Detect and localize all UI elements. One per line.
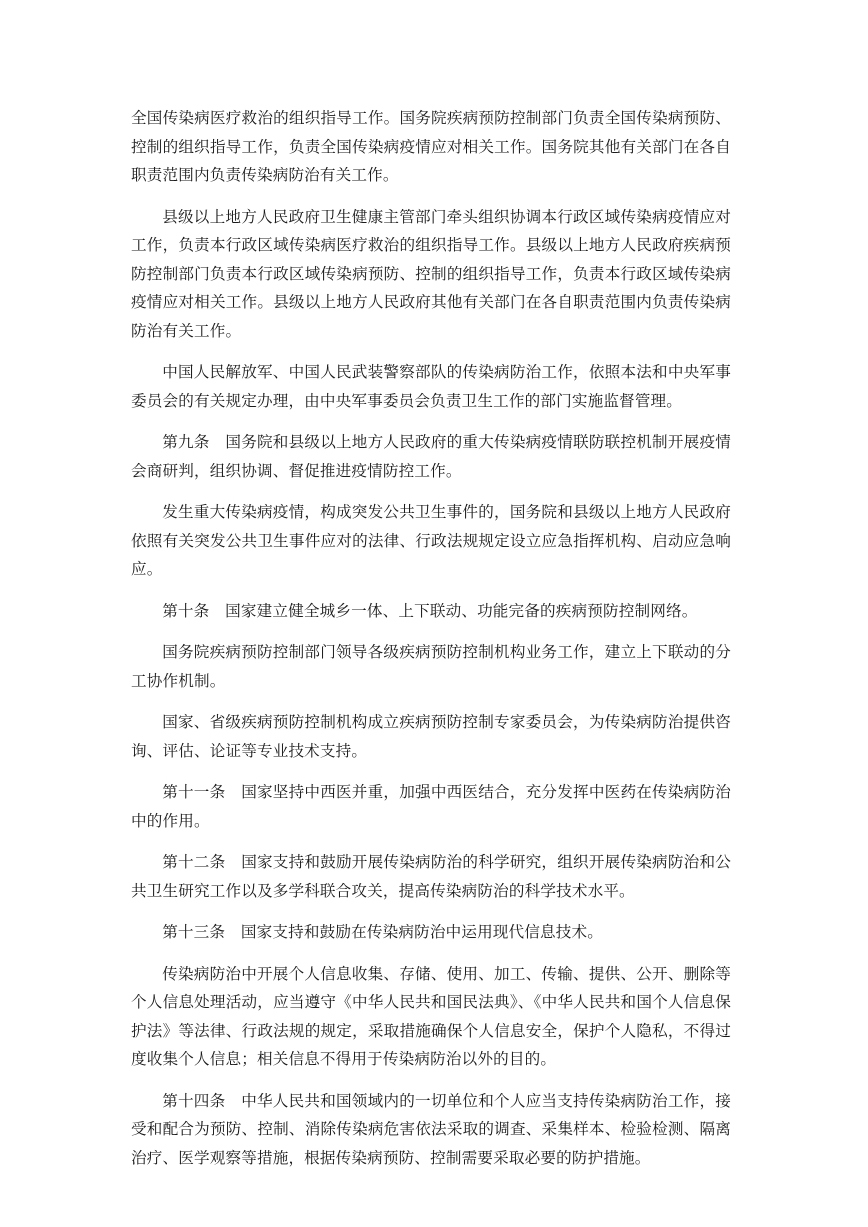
paragraph: 传染病防治中开展个人信息收集、存储、使用、加工、传输、提供、公开、删除等个人信息处理活动，应当遵守《中华人民共和国民法典》、《中华人民共和国个人信息保护法》等法律、行政法规的规定，采取措施确保个人信息安全，保护个人隐私，不得过度收集个人信息；相关信息不得用于传染病防治以外的目的。: [131, 964, 731, 1068]
document-page: [131, 104, 731, 1185]
article-14: 第十四条 中华人民共和国领域内的一切单位和个人应当支持传染病防治工作，接受和配合为预防、控制、消除传染病危害依法采取的调查、采集样本、检验检测、隔离治疗、医学观察等措施，根据传染病预防、控制需要采取必要的防护措施。: [131, 1091, 731, 1167]
paragraph: 国家、省级疾病预防控制机构成立疾病预防控制专家委员会，为传染病防治提供咨询、评估、论证等专业技术支持。: [131, 713, 731, 760]
article-13: 第十三条 国家支持和鼓励在传染病防治中运用现代信息技术。: [162, 923, 604, 941]
article-10: 第十条 国家建立健全城乡一体、上下联动、功能完备的疾病预防控制网络。: [162, 601, 698, 620]
article-11: 第十一条 国家坚持中西医并重，加强中西医结合，充分发挥中医药在传染病防治中的作用。: [131, 783, 731, 830]
paragraph: 县级以上地方人民政府卫生健康主管部门牵头组织协调本行政区域传染病疫情应对工作，负责本行政区域传染病医疗救治的组织指导工作。县级以上地方人民政府疾病预防控制部门负责本行政区域传染病预防、控制的组织指导工作，负责本行政区域传染病疫情应对相关工作。县级以上地方人民政府其他有关部门在各自职责范围内负责传染病防治有关工作。: [131, 207, 731, 340]
paragraph: 发生重大传染病疫情，构成突发公共卫生事件的，国务院和县级以上地方人民政府依照有关突发公共卫生事件应对的法律、行政法规规定设立应急指挥机构、启动应急响应。: [131, 503, 731, 578]
paragraph: 中国人民解放军、中国人民武装警察部队的传染病防治工作，依照本法和中央军事委员会的有关规定办理，由中央军事委员会负责卫生工作的部门实施监督管理。: [131, 363, 731, 410]
paragraph-continuation: 全国传染病医疗救治的组织指导工作。国务院疾病预防控制部门负责全国传染病预防、控制的组织指导工作，负责全国传染病疫情应对相关工作。国务院其他有关部门在各自职责范围内负责传染病防治有关工作。: [131, 109, 731, 184]
paragraph: 国务院疾病预防控制部门领导各级疾病预防控制机构业务工作，建立上下联动的分工协作机制。: [131, 643, 731, 690]
article-9: 第九条 国务院和县级以上地方人民政府的重大传染病疫情联防联控机制开展疫情会商研判，组织协调、督促推进疫情防控工作。: [131, 433, 731, 480]
article-12: 第十二条 国家支持和鼓励开展传染病防治的科学研究，组织开展传染病防治和公共卫生研究工作以及多学科联合攻关，提高传染病防治的科学技术水平。: [131, 853, 731, 900]
